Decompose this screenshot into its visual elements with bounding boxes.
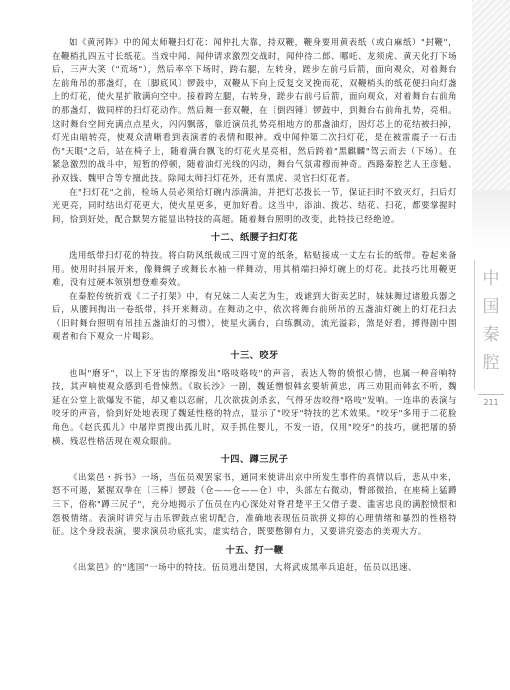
title-char: 秦: [482, 325, 500, 345]
paragraph: 选用纸带扫灯花的特技。将白防风纸裁成三四寸宽的纸条，粘贴接成一丈左右长的纸带。卷起来备用。使用时抖展开来，像舞绸子或舞长水袖一样舞动，用其梢端扫掉灯碗上的灯花。此技巧比用鞭更难，没有过硬本领别想登难奏效。: [52, 249, 457, 288]
page-body: [52, 36, 457, 575]
book-title-vertical: [480, 268, 502, 380]
paragraph: 也叫"磨牙"，以上下牙齿的摩擦发出"咯吱咯吱"的声音，表达人物的愤恨心情，也属一种音响特技，其声响使观众感到毛骨悚然。《取长沙》一剧，魏延憎恨韩玄要斩黄忠，再三劝阻而韩玄不听，魏延在公堂上欲爆发不能，却又难以忍耐，几次欲拔剑杀玄，气得牙齿咬得"咯吱"发响。一连串的表演与咬牙的声音，恰到好处地表现了魏延性格的特点，显示了"咬牙"特技的艺术效果。"咬牙"多用于二花脸角色。《赵氏孤儿》中屠岸贾搜出孤儿时，双手抓住婴儿，不发一语，仅用"咬牙"的技巧，就把屠的骄横、残忍性格活现在观众眼前。: [52, 367, 457, 446]
decorative-pattern-band: [472, 0, 510, 190]
paragraph: 在"扫灯花"之前，检场人员必须给灯碗内添满油，并把灯芯拨长一节，保证扫时不致灭灯，扫后灯光更亮，同时结出灯花更大，使火星更多，更加好看。这当中，添油、拨芯、结花、扫花，都要掌握时间，恰到好处，配合默契方能显出特技的高超。随着舞台照明的改变，此特技已经绝迹。: [52, 186, 457, 224]
title-char: 国: [482, 297, 500, 317]
paragraph: 《出棠邑・拆书》一场，当伍员观罢家书，通同来使讲出京中所发生事件的真情以后，悲从中来，怒不可遏，紧握双拳在〔三棒〕锣鼓（仓——仓——仓）中，头部左右微动，臀部微抬，在座椅上猛蹲三下，俗称"蹲三尻子"，充分地揭示了伍员在内心深处对脊君楚平王父借子妻、滥害忠良的满腔愤恨和怨极情绪。表演时讲究与击乐锣鼓点密切配合，准确地表现伍员欲拼义抑的心理情绪和暴烈的性格特征。这个身段表演，要求演员功底扎实，虚实结合，既要憋铆有力，又要讲究姿态的美观大方。: [52, 471, 457, 537]
margin-rule: [474, 260, 475, 390]
paragraph: 如《黄河阵》中的闻太师鞭扫灯花：闻仲扎大靠，持双鞭，鞭身要用黄表纸（或白麻纸）"封鞭"，在鞭梢扎四五寸长纸花。当戏中闻、闻仲请求激烈交战时，闻仲待二郎、哪吒、龙须虎、黄天化打下场后，三声大笑（"荒场"），然后率卒下场时，跨右腿，左转身，蹉步左前弓后箭，面向观众，对着舞台左前角吊的那盏灯，在〔脚底风〕锣鼓中，双鞭从下向上反复交叉挽而花，双鞭梢头的纸花便扫向灯盏上的灯花，使火星扩散满向空中。接着跨左腿，右转身，蹉步右前弓后箭，面向观众，对着舞台右前角的那盏灯，做同样的扫灯花动作。然后舞一套双鞭，在〔倒四锤〕锣鼓中，到舞台右前角扎势，亮相。这时舞台空间充满点点星火，闪闪飘落，靠近演员扎势亮相地方的那盏油灯，因灯芯上的花结被扫掉，灯光由暗转亮，使观众清晰看到表演者的表情和眼神。戏中闻仲第二次扫灯花，是在被雷震子一石击伤"天眼"之后，站在椅子上，随着满台飘飞的灯花火星亮相，然后跨着"黑麒麟"驾云而去（下场）。在紧急激烈的战斗中，短暂的停顿，随着油灯光线的闪动，舞台气氛肃穆而神奇。西路秦腔艺人王彦魁、孙双钱、魏甲合等专擅此技。除闻太师扫灯花外，还有黑虎、灵官扫灯花者。: [52, 37, 457, 183]
decorative-fade: [472, 190, 510, 250]
side-margin: [472, 0, 510, 690]
paragraph: 《出棠邑》的"逃国"一场中的特技。伍员逃出楚国，大将武成黑率兵追赶，伍员以迅速、: [69, 562, 417, 573]
page-number: 211: [478, 394, 504, 407]
paragraph: 在秦腔传统折戏《二子打架》中，有兄妹二人卖艺为生，戏谑到大街卖艺时，妹妹舞过诸般兵器之后，从腰间掏出一卷纸带，抖开来舞动。在舞动之中，依次将舞台前所吊的五盏油灯碗上的灯花扫去（旧时舞台照明有吊挂五盏油灯的习惯），使星火满台，白练飘动，流光溢彩，煞是好看，搏得剧中围观者和台下观众一片喝彩。: [52, 290, 457, 342]
section-heading: 十四、蹲三尻子: [220, 454, 289, 466]
title-char: 腔: [482, 353, 500, 373]
section-heading: 十二、纸腰子扫灯花: [210, 232, 299, 244]
section-heading: 十五、打一鞭: [225, 544, 284, 556]
title-char: 中: [482, 269, 500, 289]
section-heading: 十三、咬牙: [230, 350, 279, 362]
